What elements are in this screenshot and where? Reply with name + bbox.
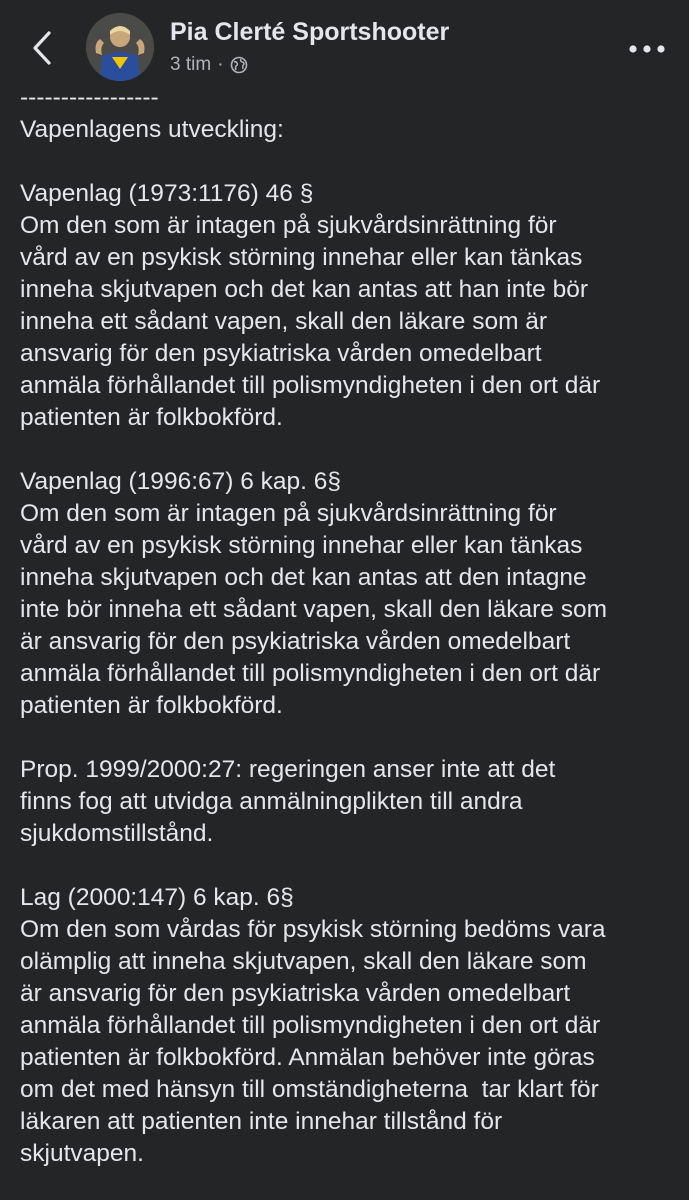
post-meta <box>170 54 248 76</box>
avatar[interactable] <box>86 13 154 81</box>
section-line: inneha skjutvapen och det kan antas att den intagne <box>20 564 587 591</box>
post-text <box>20 84 680 1170</box>
section-line: är ansvarig för den psykiatriska vården omedelbart <box>20 628 571 655</box>
section-line: skjutvapen. <box>20 1140 144 1167</box>
post-time[interactable]: 3 tim <box>170 54 212 75</box>
profile-photo <box>86 13 154 81</box>
section-line: anmäla förhållandet till polismyndigheten i den ort där <box>20 1012 601 1039</box>
section-line: finns fog att utvidga anmälningplikten till andra <box>20 788 523 815</box>
section-line: är ansvarig för den psykiatriska vården omedelbart <box>20 980 571 1007</box>
section-title: Lag (2000:147) 6 kap. 6§ <box>20 884 294 911</box>
chevron-left-icon <box>31 30 53 66</box>
section-line: patienten är folkbokförd. Anmälan behöver inte göras <box>20 1044 595 1071</box>
more-horizontal-icon <box>627 44 667 54</box>
section-title: Prop. 1999/2000:27: regeringen anser inte att det <box>20 756 556 783</box>
section-line: inte bör inneha ett sådant vapen, skall den läkare som <box>20 596 608 623</box>
section-line: vård av en psykisk störning innehar eller kan tänkas <box>20 244 583 271</box>
section-line: anmäla förhållandet till polismyndigheten i den ort där <box>20 660 601 687</box>
globe-icon <box>230 56 248 74</box>
section-line: ansvarig för den psykiatriska vården omedelbart <box>20 340 542 367</box>
section-title: Vapenlag (1973:1176) 46 § <box>20 180 314 207</box>
section-line: sjukdomstillstånd. <box>20 820 214 847</box>
section-line: olämplig att inneha skjutvapen, skall den läkare som <box>20 948 587 975</box>
back-button[interactable] <box>22 24 62 72</box>
meta-separator: · <box>217 54 224 75</box>
section-title: Vapenlag (1996:67) 6 kap. 6§ <box>20 468 342 495</box>
section-line: inneha ett sådant vapen, skall den läkare som är <box>20 308 548 335</box>
more-options-button[interactable] <box>625 36 669 62</box>
section-line: om det med hänsyn till omständigheterna tar klart för <box>20 1076 599 1103</box>
author-name[interactable]: Pia Clerté Sportshooter <box>170 18 450 46</box>
section-line: vård av en psykisk störning innehar eller kan tänkas <box>20 532 583 559</box>
section-line: patienten är folkbokförd. <box>20 692 283 719</box>
section-line: Om den som vårdas för psykisk störning bedöms vara <box>20 916 606 943</box>
text-divider: ----------------- <box>20 84 159 111</box>
section-line: läkaren att patienten inte innehar tillstånd för <box>20 1108 503 1135</box>
section-line: anmäla förhållandet till polismyndigheten i den ort där <box>20 372 601 399</box>
section-line: patienten är folkbokförd. <box>20 404 283 431</box>
post-heading: Vapenlagens utveckling: <box>20 116 284 143</box>
section-line: inneha skjutvapen och det kan antas att han inte bör <box>20 276 588 303</box>
section-line: Om den som är intagen på sjukvårdsinrättning för <box>20 500 557 527</box>
section-line: Om den som är intagen på sjukvårdsinrättning för <box>20 212 557 239</box>
